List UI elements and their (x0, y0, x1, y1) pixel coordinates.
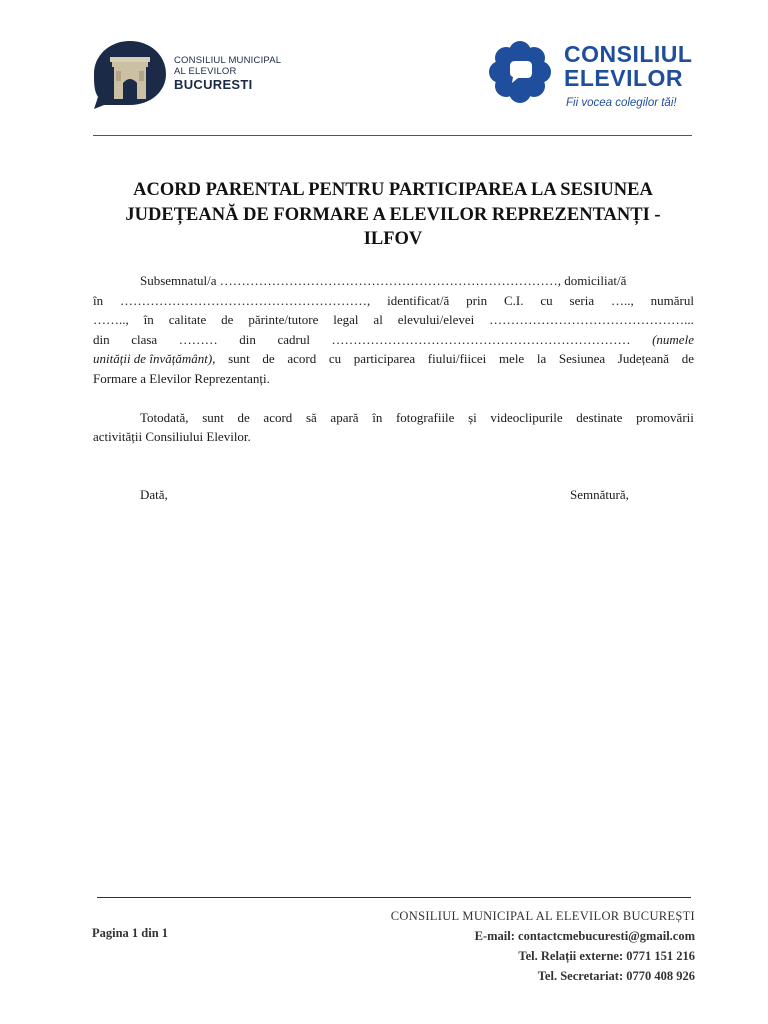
logo-left-line1: CONSILIUL MUNICIPAL (174, 55, 282, 66)
document-body (93, 271, 694, 447)
logo-left-line3: BUCURESTI (174, 77, 253, 92)
logo-left-line2: AL ELEVILOR (174, 66, 237, 77)
p1-line-2 (93, 291, 694, 311)
date-label: Dată, (140, 487, 168, 502)
word: C.I. (503, 292, 524, 308)
word: acord (287, 351, 317, 367)
word: cu (328, 351, 342, 367)
word: legal (333, 312, 359, 328)
word: ……… (178, 331, 218, 347)
word: fiului/fiicei (427, 351, 487, 367)
word: de (681, 351, 694, 367)
word: în (93, 292, 104, 308)
word: de (262, 351, 275, 367)
page-number: Pagina 1 din 1 (92, 926, 169, 940)
word: calitate (168, 312, 207, 328)
text-run: Subsemnatul/a ……………………………………………………………………, domiciliat/ă (140, 273, 627, 288)
word: din (93, 331, 110, 347)
p1-line-1 (93, 271, 694, 291)
word: cadrul (277, 331, 310, 347)
header-divider (93, 135, 692, 136)
flower-speech-bubble-icon (488, 40, 552, 104)
word: …….., (93, 312, 129, 328)
word: al (373, 312, 383, 328)
logo-slogan: Fii vocea colegilor tăi! (566, 97, 677, 109)
title-line-1: ACORD PARENTAL PENTRU PARTICIPAREA LA SESIUNEA (133, 180, 653, 200)
word: de (221, 312, 234, 328)
text-run: unității de învățământ), (93, 351, 216, 367)
word: seria (569, 292, 595, 308)
word: de (237, 409, 250, 425)
word: Județeană (617, 351, 670, 367)
arch-of-triumph-badge-icon (92, 39, 168, 109)
word: din (239, 331, 256, 347)
word: mele (498, 351, 525, 367)
word: elevului/elevei (397, 312, 475, 328)
paragraph-consent (93, 271, 694, 389)
document-title (93, 178, 693, 252)
p1-line-4 (93, 330, 694, 350)
word: numărul (650, 292, 694, 308)
p2-line-2: activității Consiliului Elevilor. (93, 429, 251, 445)
word: sunt (228, 351, 250, 367)
footer-tel-external: Tel. Relații externe: 0771 151 216 (518, 949, 695, 963)
word: videoclipurile (490, 409, 563, 425)
word: …………………………………………………, (120, 292, 371, 308)
word: apară (330, 409, 359, 425)
consiliul-elevilor-logo (488, 38, 698, 114)
logo-right-line2: ELEVILOR (564, 65, 684, 91)
cme-bucuresti-logo (92, 39, 292, 109)
word: în (143, 312, 154, 328)
word: în (372, 409, 383, 425)
word: părinte/tutore (248, 312, 319, 328)
word: destinate (576, 409, 623, 425)
p1-line-5 (93, 349, 694, 369)
word: sunt (202, 409, 224, 425)
word: prin (466, 292, 488, 308)
word: (numele (652, 331, 694, 347)
signature-label: Semnătură, (570, 487, 629, 502)
word: ………………………………………... (489, 312, 694, 328)
word: ….., (610, 292, 634, 308)
p1-line-6: Formare a Elevilor Reprezentanți. (93, 370, 270, 386)
word: Sesiunea (558, 351, 606, 367)
title-line-2: JUDEȚEANĂ DE FORMARE A ELEVILOR REPREZENTANȚI - (125, 204, 661, 225)
paragraph-media-consent (93, 408, 694, 447)
word: acord (263, 409, 293, 425)
word: să (305, 409, 317, 425)
word: cu (540, 292, 553, 308)
word: promovării (636, 409, 694, 425)
word: clasa (131, 331, 158, 347)
word: participarea (353, 351, 416, 367)
title-line-3: ILFOV (363, 229, 423, 249)
logo-right-line1: CONSILIUL (564, 41, 693, 67)
footer-email: E-mail: contactcmebucuresti@gmail.com (474, 929, 695, 943)
word: și (468, 409, 477, 425)
paragraph-gap (93, 389, 694, 408)
word: la (536, 351, 547, 367)
p2-line-1 (93, 408, 694, 428)
p1-line-3 (93, 310, 694, 330)
footer-tel-secretariat: Tel. Secretariat: 0770 408 926 (537, 969, 695, 983)
word: fotografiile (395, 409, 455, 425)
footer-contact (391, 906, 695, 986)
word: identificat/ă (387, 292, 450, 308)
footer-divider (97, 897, 691, 898)
footer-org-name: CONSILIUL MUNICIPAL AL ELEVILOR BUCUREȘTI (390, 909, 695, 923)
word: …………………………………………………………… (331, 331, 631, 347)
word: Totodată, (140, 409, 189, 425)
